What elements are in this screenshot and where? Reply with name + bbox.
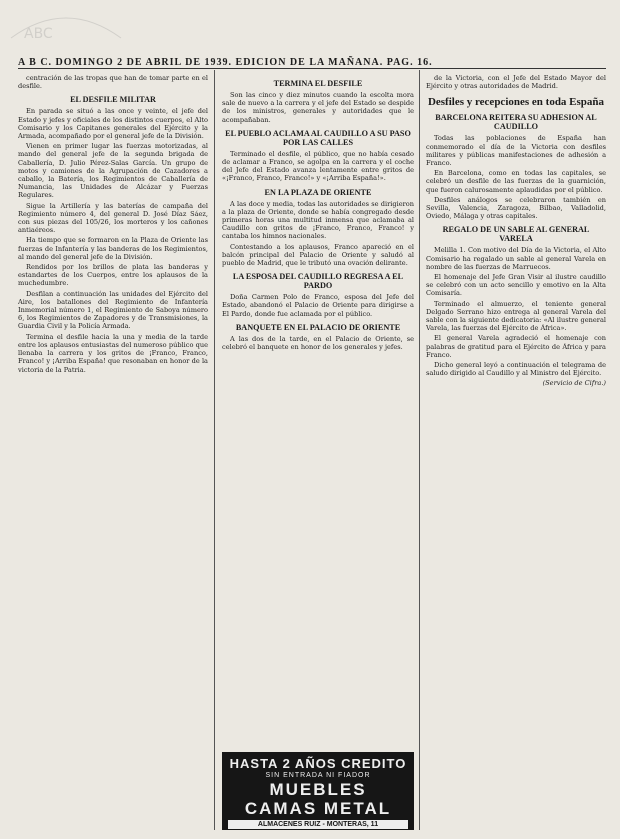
column-1 bbox=[18, 74, 208, 830]
ad-subline: SIN ENTRADA NI FIADOR bbox=[265, 772, 371, 779]
article-text: Todas las poblaciones de España han conmemorado el día de la Victoria con desfiles militares y públicas manifestaciones de adhesión a Franco. bbox=[426, 134, 606, 168]
article-text: El homenaje del Jefe Gran Visir al ilustre caudillo se celebró con un acto sencillo y emotivo en la Alta Comisaría. bbox=[426, 273, 606, 298]
article-text: En Barcelona, como en todas las capitales, se celebró un desfile de las fuerzas de la guarnición, que fueron calurosamente aplaudidas por el público. bbox=[426, 169, 606, 194]
article-text: Vienen en primer lugar las fuerzas motorizadas, al mando del general jefe de la segunda brigada de Caballería, D. Julio Pérez-Salas García. Un grupo de motos y camiones de la Agrupación de Cazadores a caballo, la Batería, los Regimientos de Caballería de Numancia, las Unidades de Alcázar y Fuerzas Regulares. bbox=[18, 142, 208, 200]
section-heading: TERMINA EL DESFILE bbox=[273, 79, 363, 88]
article-text: centración de las tropas que han de tomar parte en el desfile. bbox=[18, 74, 208, 91]
article-text: En parada se situó a las once y veinte, el jefe del Estado y jefes y oficiales de los distintos cuerpos, el Alto Comisario y los Capitanes generales del Ejército y la Armada, acompañado por el general jefe de la División. bbox=[18, 107, 208, 141]
ad-product-camas: CAMAS METAL bbox=[244, 799, 392, 818]
article-text: Terminado el desfile, el público, que no había cesado de aclamar a Franco, se agolpa en la carrera y el coche del Jefe del Estado avanza lentamente entre gritos de «¡Franco, Franco, Franco!» y «¡Arriba España!». bbox=[222, 149, 414, 183]
article-text: de la Victoria, con el Jefe del Estado Mayor del Ejército y otras autoridades de Madrid. bbox=[426, 74, 606, 91]
section-heading: EL DESFILE MILITAR bbox=[70, 95, 156, 105]
article-text: A las doce y media, todas las autoridades se dirigieron a la plaza de Oriente, donde se había congregado desde primeras horas una multitud inmensa que aclamaba al Caudillo con gritos de ¡Franco, Franco, Franco! y cantaba los himnos nacionales. bbox=[222, 199, 414, 241]
subheading: REGALO DE UN SABLE AL GENERAL VARELA bbox=[442, 225, 590, 244]
article-text: Contestando a los aplausos, Franco apareció en el balcón principal del Palacio de Oriente y saludó al pueblo de Madrid, que le tributó una ovación delirante. bbox=[222, 242, 414, 268]
section-heading: EL PUEBLO ACLAMA AL CAUDILLO A SU PASO POR LAS CALLES bbox=[225, 128, 411, 147]
source-credit: (Servicio de Cifra.) bbox=[542, 379, 606, 388]
column-3 bbox=[426, 74, 606, 830]
article-text: Rendidos por los brillos de plata las banderas y estandartes de los Cuerpos, entre los aplausos de la muchedumbre. bbox=[18, 263, 208, 288]
section-heading: BANQUETE EN EL PALACIO DE ORIENTE bbox=[235, 322, 401, 332]
watermark-stamp bbox=[6, 8, 126, 48]
article-text: Son las cinco y diez minutos cuando la escolta mora sale de nuevo a la carrera y el jefe del Estado se despide de los ministros, generales y autoridades que le acompañaban. bbox=[222, 91, 414, 124]
article-text: A las dos de la tarde, en el Palacio de Oriente, se celebró el banquete en honor de los generales y jefes. bbox=[222, 334, 414, 352]
article-text: Termina el desfile hacia la una y media de la tarde entre los aplausos entusiastas del numeroso público que llenaba la carrera y los gritos de ¡Franco, Franco, Franco! y ¡Arriba España! que resonaban en honor de la victoria de la Patria. bbox=[18, 332, 208, 374]
ad-address: ALMACENES RUIZ - MONTERAS, 11 bbox=[228, 820, 408, 829]
ad-headline: HASTA 2 AÑOS CREDITO bbox=[229, 756, 407, 771]
article-text: Terminado el almuerzo, el teniente general Delgado Serrano hizo entrega al general Varela del sable con la siguiente dedicatoria: «Al ilustre general Varela, las fuerzas del Ejército de África». bbox=[426, 299, 606, 333]
advertisement bbox=[222, 752, 414, 830]
article-text: Melilla 1. Con motivo del Día de la Victoria, el Alto Comisario ha regalado un sable al general Varela en nombre de las fuerzas de Marruecos. bbox=[426, 246, 606, 271]
ad-product-muebles: MUEBLES bbox=[269, 780, 367, 799]
section-heading: Desfiles y recepciones en toda España bbox=[427, 96, 605, 109]
column-rule bbox=[419, 70, 420, 830]
subheading: BARCELONA REITERA SU ADHESION AL CAUDILLO bbox=[435, 113, 597, 132]
column-2 bbox=[222, 74, 414, 748]
article-text: El general Varela agradeció el homenaje con palabras de gratitud para el Ejército de África y para Franco. bbox=[426, 334, 606, 359]
article-text: Desfiles análogos se celebraron también en Sevilla, Valencia, Zaragoza, Bilbao, Valladolid, Oviedo, Málaga y otras capitales. bbox=[426, 195, 606, 221]
header-text: A B C. DOMINGO 2 DE ABRIL DE 1939. EDICION DE LA MAÑANA. PAG. 16. bbox=[18, 57, 433, 68]
article-text: Ha tiempo que se formaron en la Plaza de Oriente las fuerzas de Infantería y las banderas de los Regimientos, al mando del general jefe de la División. bbox=[18, 236, 208, 261]
section-heading: LA ESPOSA DEL CAUDILLO REGRESA A EL PARDO bbox=[232, 272, 404, 291]
section-heading: EN LA PLAZA DE ORIENTE bbox=[264, 187, 372, 197]
page-header bbox=[18, 52, 606, 69]
article-text: Sigue la Artillería y las baterías de campaña del Regimiento número 4, del general D. José Díaz Sáez, con sus piezas del 105/26, los morteros y los cañones antiaéreos. bbox=[18, 201, 208, 235]
article-text: Desfilan a continuación las unidades del Ejército del Aire, los batallones del Regimiento de Infantería Inmemorial número 1, el Regimiento de Saboya número 6, los Regimientos de Zapadores y de Transmisiones, la Guardia Civil y la Policía Armada. bbox=[18, 289, 208, 331]
column-rule bbox=[214, 70, 215, 830]
svg-text:ABC: ABC bbox=[24, 26, 53, 42]
article-text: Doña Carmen Polo de Franco, esposa del Jefe del Estado, abandonó el Palacio de Oriente para dirigirse a El Pardo, donde fue aclamada por el público. bbox=[222, 293, 414, 318]
article-text: Dicho general leyó a continuación el telegrama de saludo dirigido al Caudillo y al Ministro del Ejército. bbox=[426, 361, 606, 378]
